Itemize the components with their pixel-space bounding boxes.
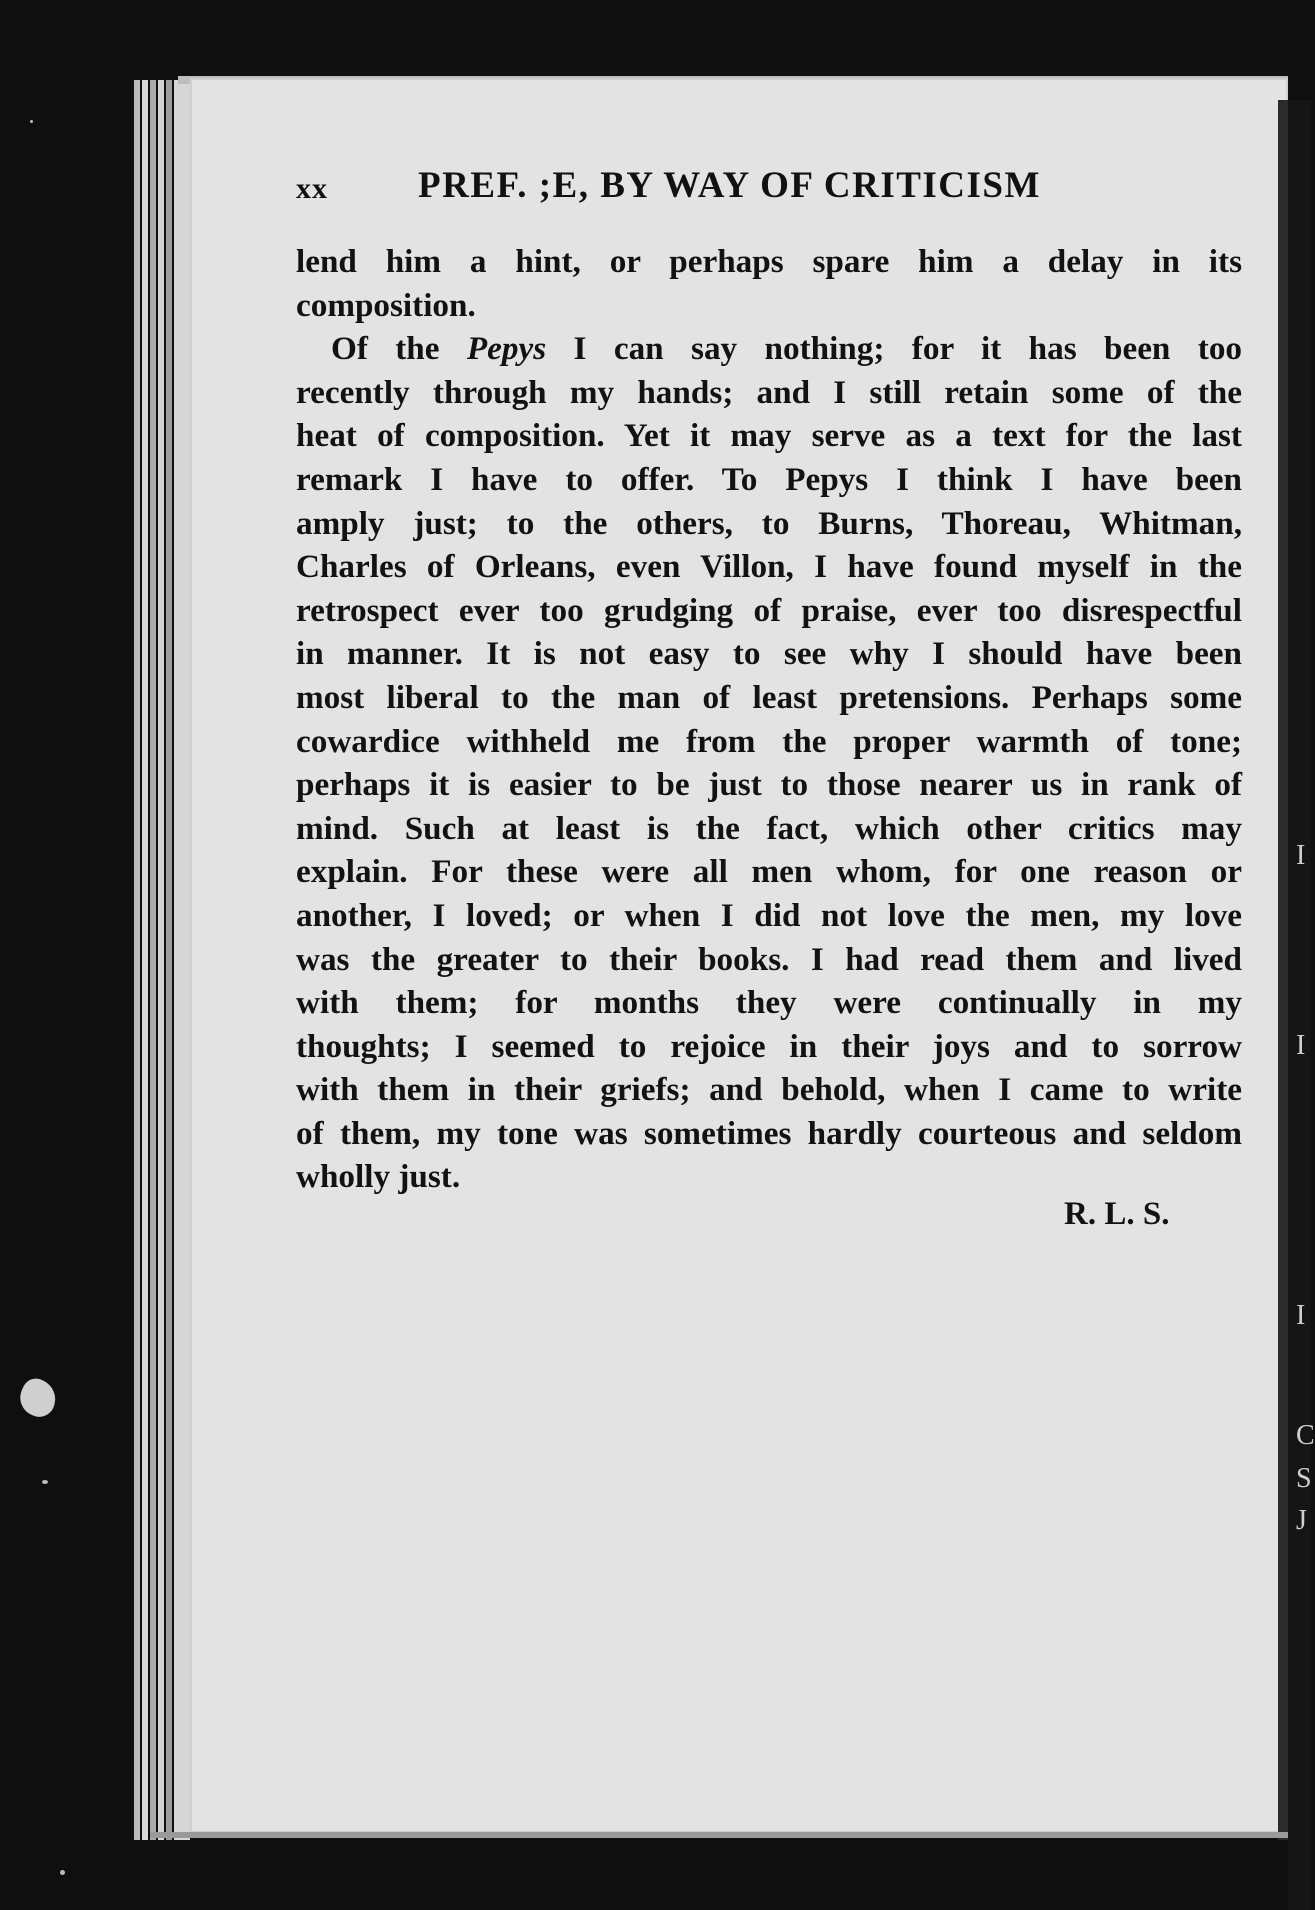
page-number: xx — [296, 172, 328, 205]
signature-initials: R. L. S. — [1064, 1196, 1170, 1232]
neighbor-page-letter: I — [1296, 1300, 1306, 1331]
text-line: most liberal to the man of least pretensions. Perhaps some — [296, 678, 1242, 716]
text-line: was the greater to their books. I had read them and lived — [296, 940, 1242, 978]
page-edge — [174, 80, 190, 1840]
neighbor-page-letter: J — [1296, 1505, 1307, 1536]
text-line: wholly just. — [296, 1158, 461, 1196]
text-line: amply just; to the others, to Burns, Thoreau, Whitman, — [296, 504, 1242, 542]
neighbor-page-letter: C — [1296, 1420, 1315, 1451]
page-gutter — [1278, 100, 1288, 1840]
page-edge — [166, 80, 172, 1840]
text-line: heat of composition. Yet it may serve as a text for the last — [296, 417, 1242, 455]
page-edge — [142, 80, 148, 1840]
neighbor-page-letter: I — [1296, 1030, 1306, 1061]
text-line: in manner. It is not easy to see why I should have been — [296, 635, 1242, 673]
text-line: Of the Pepys I can say nothing; for it has been too — [331, 330, 1243, 368]
dust-speck — [60, 1870, 65, 1875]
dust-speck — [42, 1480, 48, 1484]
scanner-blot — [14, 1374, 62, 1422]
page-edge — [134, 80, 140, 1840]
text-line: Charles of Orleans, even Villon, I have found myself in the — [296, 548, 1242, 586]
text-line: mind. Such at least is the fact, which other critics may — [296, 809, 1242, 847]
neighbor-page-letter: S — [1296, 1463, 1312, 1494]
text-line: of them, my tone was sometimes hardly courteous and seldom — [296, 1114, 1242, 1152]
running-head: PREF. ;E, BY WAY OF CRITICISM — [418, 165, 1041, 206]
text-line: explain. For these were all men whom, for one reason or — [296, 853, 1242, 891]
text-line: cowardice withheld me from the proper warmth of tone; — [296, 722, 1242, 760]
text-line: perhaps it is easier to be just to those nearer us in rank of — [296, 766, 1242, 804]
text-line: remark I have to offer. To Pepys I think I have been — [296, 460, 1242, 498]
page-edge — [158, 80, 164, 1840]
text-line: retrospect ever too grudging of praise, ever too disrespectful — [296, 591, 1242, 629]
text-line: thoughts; I seemed to rejoice in their joys and to sorrow — [296, 1027, 1242, 1065]
text-line: composition. — [296, 286, 476, 324]
text-line: recently through my hands; and I still retain some of the — [296, 373, 1242, 411]
page-bottom-edge — [150, 1832, 1288, 1838]
text-line: lend him a hint, or perhaps spare him a delay in its — [296, 243, 1242, 280]
page-edge — [150, 80, 156, 1840]
page-header — [296, 165, 1244, 222]
neighbor-page-letter: I — [1296, 840, 1306, 871]
text-line: with them; for months they were continually in my — [296, 984, 1242, 1022]
body-text — [296, 240, 1242, 1199]
dust-speck — [30, 120, 33, 123]
neighbor-page-strip — [1288, 100, 1311, 1910]
text-line: another, I loved; or when I did not love the men, my love — [296, 896, 1242, 934]
text-line: with them in their griefs; and behold, when I came to write — [296, 1071, 1242, 1109]
